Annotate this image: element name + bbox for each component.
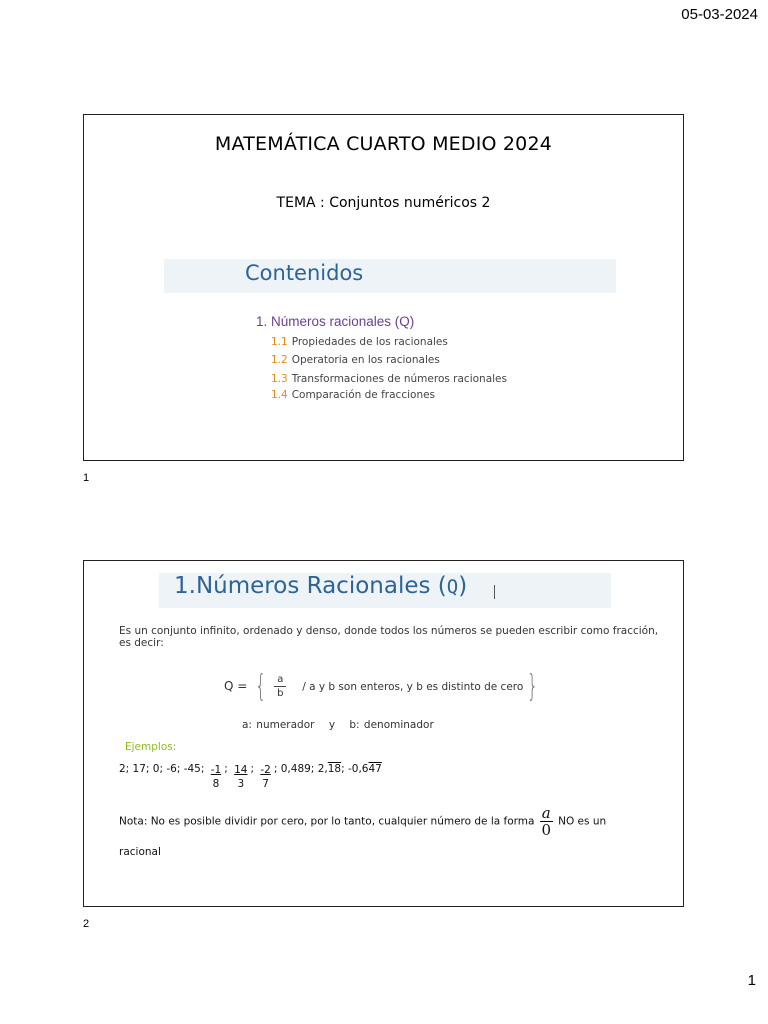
page-number: 1 xyxy=(747,972,756,989)
example-fraction xyxy=(234,763,247,791)
example-fraction xyxy=(211,763,221,791)
contents-header-band xyxy=(164,259,616,293)
semiperiodic-digits: 47 xyxy=(368,763,382,775)
slide-1 xyxy=(83,114,684,461)
denominator-label: b: denominador xyxy=(349,719,434,731)
example-fraction xyxy=(260,763,270,791)
fraction-denominator: b xyxy=(277,688,284,699)
a-over-b-fraction xyxy=(274,674,286,699)
sub-item-number: 1.1 xyxy=(271,336,288,348)
document-date: 05-03-2024 xyxy=(681,6,758,23)
example-numerator: -1 xyxy=(210,764,222,776)
title-q-symbol: Q xyxy=(446,576,459,598)
q-definition-formula xyxy=(224,669,542,704)
slide-2 xyxy=(83,560,684,907)
sub-item-label: Operatoria en los racionales xyxy=(291,354,440,366)
slide-2-title xyxy=(174,573,467,599)
sub-item-label: Propiedades de los racionales xyxy=(291,336,448,348)
definition-paragraph: Es un conjunto infinito, ordenado y denso, donde todos los números se pueden escribir como fracción, es decir: xyxy=(119,625,659,649)
note-end: NO es un xyxy=(558,815,607,828)
contents-main-item: 1. Números racionales (Q) xyxy=(256,314,415,329)
examples-line xyxy=(119,763,382,791)
example-numerator: 14 xyxy=(234,764,248,776)
example-denominator: 3 xyxy=(237,778,245,790)
slide-1-number: 1 xyxy=(83,472,90,484)
note-line xyxy=(119,805,679,838)
sub-item-number: 1.4 xyxy=(271,389,288,401)
note-numerator: a xyxy=(541,804,551,822)
title-close: ) xyxy=(458,573,468,599)
q-condition: / a y b son enteros, y b es distinto de cero xyxy=(302,681,524,693)
slide-2-number: 2 xyxy=(83,918,90,930)
fraction-numerator: a xyxy=(274,674,286,687)
example-denominator: 8 xyxy=(212,778,220,790)
separator: ; xyxy=(273,763,278,775)
right-brace-icon: } xyxy=(527,669,539,704)
sub-item-number: 1.3 xyxy=(271,373,288,385)
sub-item-label: Comparación de fracciones xyxy=(291,389,436,401)
contents-sub-item xyxy=(271,336,448,348)
title-number: 1. xyxy=(174,573,196,599)
title-text: Números Racionales ( xyxy=(195,573,447,599)
example-denominator: 7 xyxy=(262,778,269,790)
periodic-integer: 2, xyxy=(317,763,328,775)
note-denominator: 0 xyxy=(541,821,552,839)
periodic-digits: 18 xyxy=(327,763,342,775)
sub-item-label: Transformaciones de números racionales xyxy=(291,373,507,385)
contents-sub-item xyxy=(271,373,507,385)
example-periodic xyxy=(318,763,345,775)
note-line-2: racional xyxy=(119,846,161,858)
a-over-zero-fraction xyxy=(540,805,553,838)
example-decimal: 0,489; xyxy=(280,763,315,775)
separator: ; xyxy=(341,763,345,775)
text-cursor-mark xyxy=(494,585,495,599)
q-label: Q = xyxy=(224,679,248,693)
example-numerator: -2 xyxy=(260,764,271,776)
semiperiodic-integer: -0,6 xyxy=(348,763,369,775)
numerator-denominator-line xyxy=(242,719,434,731)
examples-label: Ejemplos: xyxy=(125,741,177,753)
slide-1-topic: TEMA : Conjuntos numéricos 2 xyxy=(276,195,491,211)
example-semiperiodic xyxy=(348,763,382,775)
note-text: Nota: No es posible dividir por cero, por lo tanto, cualquier número de la forma xyxy=(119,815,535,828)
separator: ; xyxy=(250,763,255,775)
examples-prefix: 2; 17; 0; -6; -45; xyxy=(119,763,205,775)
left-brace-icon: { xyxy=(254,669,267,704)
sub-item-number: 1.2 xyxy=(271,354,288,366)
contents-sub-item xyxy=(271,354,440,366)
and-label: y xyxy=(328,719,336,731)
numerator-label: a: numerador xyxy=(242,719,315,731)
slide-1-title: MATEMÁTICA CUARTO MEDIO 2024 xyxy=(214,133,553,155)
separator: ; xyxy=(224,763,228,775)
contents-title: Contenidos xyxy=(245,261,364,285)
contents-sub-item xyxy=(271,389,435,401)
